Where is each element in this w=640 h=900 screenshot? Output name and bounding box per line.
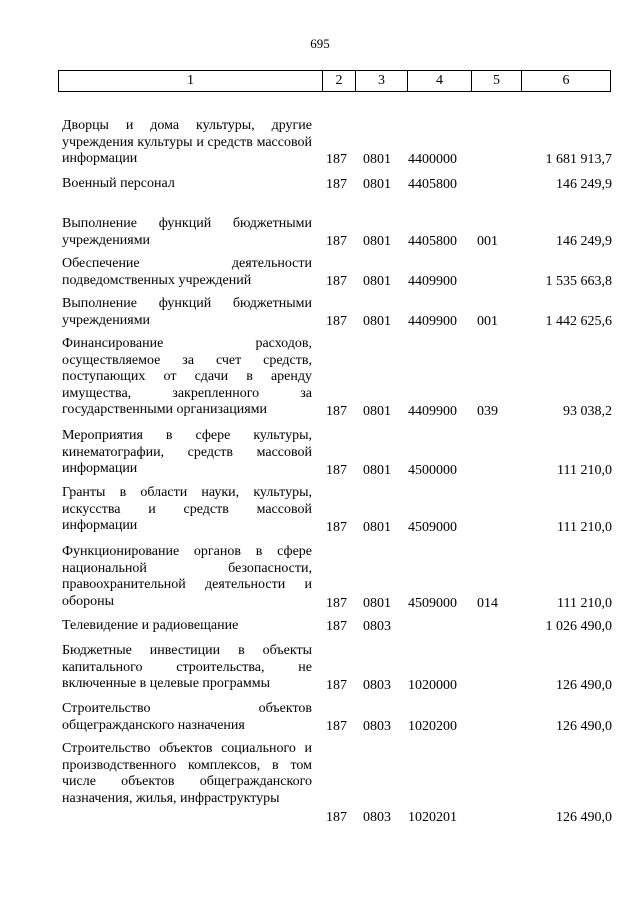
row-code-4: 1020000 — [408, 677, 457, 693]
row-description: Строительство объектов общегражданского назначения — [62, 701, 312, 733]
row-code-2: 187 — [326, 677, 347, 693]
row-description: Строительство объектов социального и производственного комплексов, в том числе объектов общегражданского назначения, жилья, инфраструктуры — [62, 741, 312, 806]
row-code-5: 014 — [477, 595, 498, 611]
table-row — [62, 485, 612, 536]
row-code-5: 001 — [477, 233, 498, 249]
table-row — [62, 544, 612, 612]
row-description: Функционирование органов в сфере национальной безопасности, правоохранительной деятельности и обороны — [62, 544, 312, 609]
row-amount: 146 249,9 — [556, 233, 612, 249]
row-code-2: 187 — [326, 519, 347, 535]
row-amount: 1 535 663,8 — [545, 273, 612, 289]
header-col-4: 4 — [408, 71, 472, 91]
header-col-5: 5 — [472, 71, 522, 91]
row-code-3: 0801 — [363, 403, 391, 419]
row-code-2: 187 — [326, 151, 347, 167]
table-row — [62, 256, 612, 290]
row-description: Дворцы и дома культуры, другие учреждения культуры и средств массовой информации — [62, 118, 312, 166]
table-row — [62, 176, 612, 193]
row-amount: 111 210,0 — [557, 595, 612, 611]
row-code-3: 0801 — [363, 519, 391, 535]
row-code-4: 4409900 — [408, 273, 457, 289]
row-code-4: 4400000 — [408, 151, 457, 167]
table-row — [62, 741, 612, 826]
header-col-2: 2 — [323, 71, 356, 91]
page-number: 695 — [310, 36, 330, 51]
header-col-6: 6 — [562, 73, 570, 88]
row-code-3: 0801 — [363, 151, 391, 167]
row-code-3: 0803 — [363, 677, 391, 693]
row-amount: 146 249,9 — [556, 176, 612, 192]
row-code-5: 001 — [477, 313, 498, 329]
row-amount: 1 442 625,6 — [545, 313, 612, 329]
table-row — [62, 428, 612, 479]
header-col-3: 3 — [356, 71, 408, 91]
row-amount: 93 038,2 — [563, 403, 612, 419]
row-amount: 111 210,0 — [557, 462, 612, 478]
row-code-2: 187 — [326, 618, 347, 634]
row-amount: 126 490,0 — [556, 718, 612, 734]
row-code-3: 0801 — [363, 595, 391, 611]
row-code-2: 187 — [326, 313, 347, 329]
table-row — [62, 336, 612, 420]
row-amount: 111 210,0 — [557, 519, 612, 535]
row-code-4: 4405800 — [408, 176, 457, 192]
row-code-2: 187 — [326, 403, 347, 419]
row-code-4: 4405800 — [408, 233, 457, 249]
row-amount: 1 026 490,0 — [545, 618, 612, 634]
row-code-3: 0803 — [363, 718, 391, 734]
row-amount: 126 490,0 — [556, 677, 612, 693]
row-description: Финансирование расходов, осуществляемое за счет средств, поступающих от сдачи в аренду имущества, закрепленного за государственными организациями — [62, 336, 312, 417]
row-description: Выполнение функций бюджетными учреждениями — [62, 216, 312, 248]
row-code-3: 0801 — [363, 176, 391, 192]
table-header — [58, 70, 611, 92]
row-code-3: 0803 — [363, 618, 391, 634]
row-code-3: 0801 — [363, 313, 391, 329]
row-code-5: 039 — [477, 403, 498, 419]
row-code-3: 0801 — [363, 273, 391, 289]
row-code-2: 187 — [326, 233, 347, 249]
row-amount: 1 681 913,7 — [545, 151, 612, 167]
row-description: Выполнение функций бюджетными учреждениями — [62, 296, 312, 328]
header-col-1: 1 — [59, 71, 323, 91]
row-code-4: 4500000 — [408, 462, 457, 478]
row-amount: 126 490,0 — [556, 809, 612, 825]
row-code-4: 4509000 — [408, 519, 457, 535]
row-description: Обеспечение деятельности подведомственных учреждений — [62, 256, 312, 288]
row-code-2: 187 — [326, 462, 347, 478]
row-code-4: 1020200 — [408, 718, 457, 734]
row-code-4: 1020201 — [408, 809, 457, 825]
row-code-3: 0801 — [363, 233, 391, 249]
row-code-4: 4509000 — [408, 595, 457, 611]
row-code-2: 187 — [326, 595, 347, 611]
row-code-2: 187 — [326, 273, 347, 289]
row-description: Мероприятия в сфере культуры, кинематографии, средств массовой информации — [62, 428, 312, 476]
row-code-3: 0803 — [363, 809, 391, 825]
row-description: Телевидение и радиовещание — [62, 618, 239, 633]
row-code-4: 4409900 — [408, 403, 457, 419]
row-code-2: 187 — [326, 176, 347, 192]
table-row — [62, 216, 612, 250]
row-description: Гранты в области науки, культуры, искусства и средств массовой информации — [62, 485, 312, 533]
table-row — [62, 296, 612, 330]
table-row — [62, 643, 612, 694]
row-code-2: 187 — [326, 809, 347, 825]
row-code-4: 4409900 — [408, 313, 457, 329]
row-description: Бюджетные инвестиции в объекты капитального строительства, не включенные в целевые программы — [62, 643, 312, 691]
row-code-2: 187 — [326, 718, 347, 734]
row-code-3: 0801 — [363, 462, 391, 478]
table-row — [62, 118, 612, 168]
table-row — [62, 701, 612, 735]
table-row — [62, 618, 612, 635]
row-description: Военный персонал — [62, 176, 175, 191]
